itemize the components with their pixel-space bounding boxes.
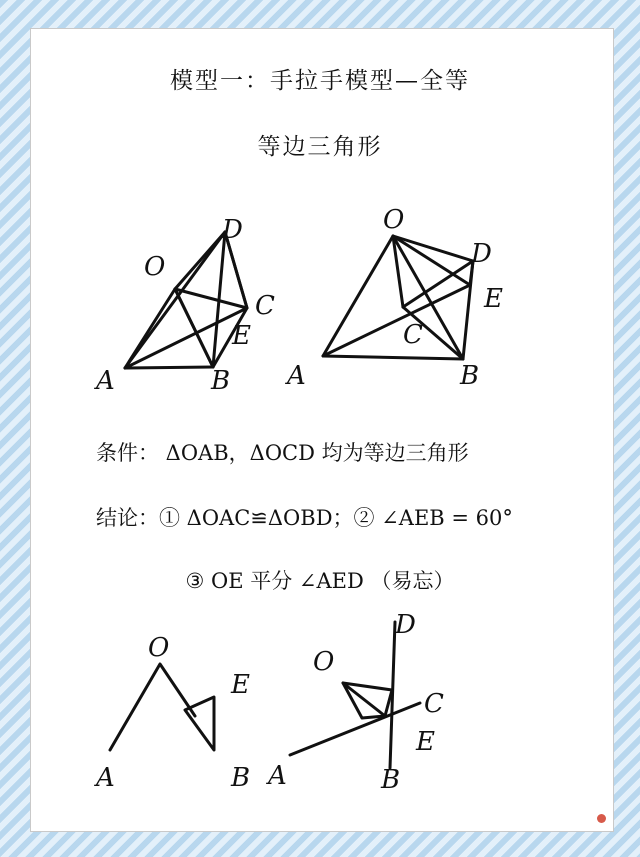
fig4-label-b: B (381, 765, 401, 795)
fig4-label-e: E (416, 727, 435, 757)
figure-2 (323, 236, 473, 359)
watermark-seal-icon (597, 814, 606, 823)
fig1-label-a: A (96, 366, 115, 396)
fig4-label-o: O (313, 647, 335, 677)
fig2-label-c: C (403, 320, 423, 350)
condition-text: 条件： ΔOAB，ΔOCD 均为等边三角形 (96, 441, 469, 465)
conclusion-line-1: 结论：① ΔOAC≌ΔOBD；② ∠AEB = 60° (96, 506, 513, 530)
conclusion-line-2: ③ OE 平分 ∠AED （易忘） (185, 569, 455, 593)
fig4-label-a: A (268, 761, 287, 791)
fig1-label-b: B (211, 366, 231, 396)
figure-3 (110, 664, 214, 750)
fig1-label-c: C (255, 291, 275, 321)
fig3-label-e: E (231, 670, 250, 700)
fig2-label-o: O (383, 205, 405, 235)
fig4-label-d: D (395, 610, 416, 640)
title-line-2: 等边三角形 (257, 134, 383, 160)
fig1-label-e: E (232, 321, 251, 351)
fig2-label-d: D (471, 239, 492, 269)
title-line-1: 模型一：手拉手模型—全等 (170, 68, 470, 94)
fig2-label-e: E (484, 284, 503, 314)
fig1-label-d: D (222, 215, 243, 245)
fig2-label-a: A (287, 361, 306, 391)
figure-4 (290, 622, 420, 768)
fig2-label-b: B (460, 361, 480, 391)
fig4-label-c: C (424, 689, 444, 719)
fig1-label-o: O (144, 252, 166, 282)
fig3-label-a: A (96, 763, 115, 793)
fig3-label-b: B (231, 763, 251, 793)
fig3-label-o: O (148, 633, 170, 663)
